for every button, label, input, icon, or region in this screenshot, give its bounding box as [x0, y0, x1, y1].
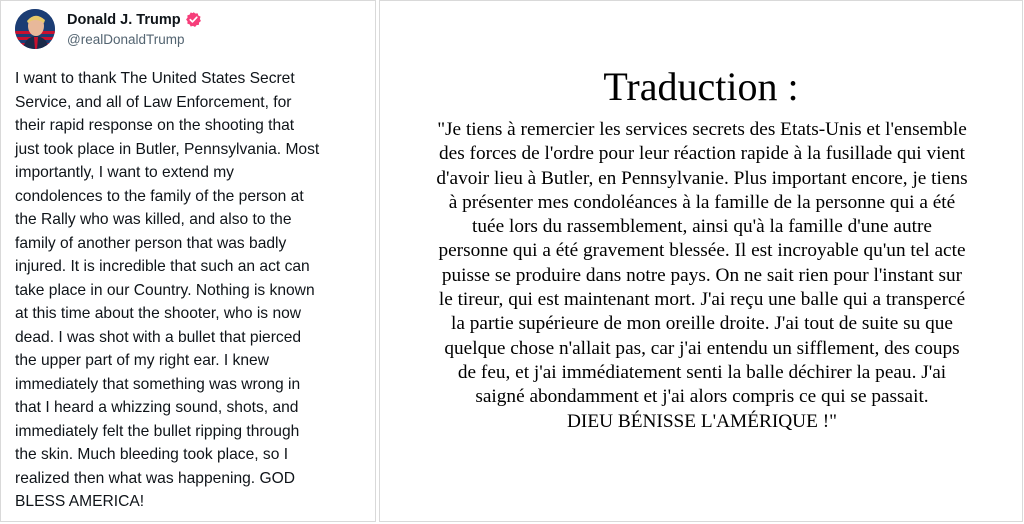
post-body-text: I want to thank The United States Secret Service, and all of Law Enforcement, for their rapid response on the shooting that just took place in Butler, Pennsylvania. Most importantly, I want to extend my condolences to the family of the person at the Rally who was killed, and also to the family of another person that was badly injured. It is incredible that such an act can take place in our Country. Nothing is known at this time about the shooter, who is now dead. I was shot with a bullet that pierced the upper part of my right ear. I knew immediately that something was wrong in that I heard a whizzing sound, shots, and immediately felt the bullet ripping through the skin. Much bleeding took place, so I realized then what was happening. GOD BLESS AMERICA! [15, 70, 320, 510]
avatar-image [15, 9, 55, 49]
author-display-name[interactable]: Donald J. Trump [67, 11, 181, 28]
translation-panel [379, 0, 1023, 522]
verified-badge-icon [185, 11, 202, 28]
author-handle[interactable]: @realDonaldTrump [67, 32, 185, 47]
translation-title: Traduction : [603, 64, 799, 109]
avatar[interactable] [15, 9, 55, 49]
translation-body-text: "Je tiens à remercier les services secrets des Etats-Unis et l'ensemble des forces de l'ordre pour leur réaction rapide à la fusillade qui vient d'avoir lieu à Butler, en Pennsylvanie. Plus important encore, je tiens à présenter mes condoléances à la famille de la personne qui a été tuée lors du rassemblement, ainsi qu'à la famille d'une autre personne qui a été gravement blessée. Il est incroyable qu'un tel acte puisse se produire dans notre pays. On ne sait rien pour l'instant sur le tireur, qui est maintenant mort. J'ai reçu une balle qui a transpercé la partie supérieure de mon oreille droite. J'ai tout de suite su que quelque chose n'allait pas, car j'ai entendu un sifflement, des coups de feu, et j'ai immédiatement senti la balle déchirer la peau. J'ai saigné abondamment et j'ai alors compris ce qui se passait. DIEU BÉNISSE L'AMÉRIQUE !" [436, 119, 968, 432]
post-card [0, 0, 376, 522]
post-header [15, 9, 355, 53]
name-row [67, 11, 202, 28]
